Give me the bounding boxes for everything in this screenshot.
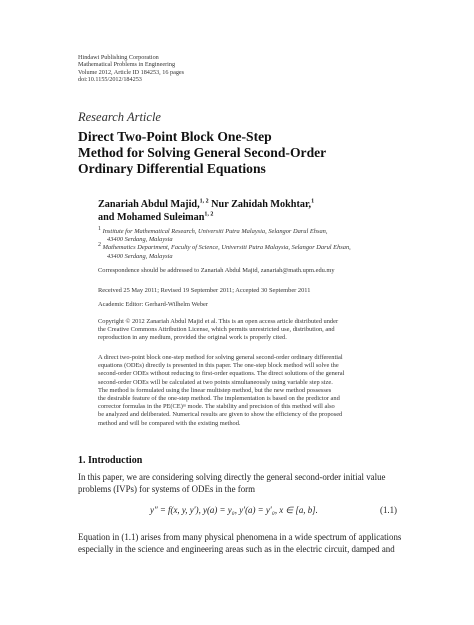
editor-text: Academic Editor: Gerhard-Wilhelm Weber bbox=[98, 301, 209, 308]
section-heading: 1. Introduction bbox=[78, 455, 143, 466]
equation-number: (1.1) bbox=[380, 505, 398, 515]
author-name: Zanariah Abdul Majid, bbox=[98, 199, 200, 210]
copyright-line: reproduction in any medium, provided the original work is properly cited. bbox=[98, 334, 287, 342]
abstract-line: be analyzed and deliberated. Numerical results are given to show the efficiency of the proposed bbox=[98, 411, 343, 419]
affil-number: 2 bbox=[98, 242, 101, 249]
author-line bbox=[98, 198, 314, 211]
affil-cont: 43400 Serdang, Malaysia bbox=[107, 236, 173, 244]
abstract-line: equations (ODEs) directly is presented in this paper. The one-step block method will solve the bbox=[98, 362, 339, 370]
publisher-info bbox=[78, 54, 184, 83]
author-list bbox=[98, 198, 314, 224]
author-name: and Mohamed Suleiman bbox=[98, 212, 205, 223]
abstract-line: second-order ODEs without reducing to first-order equations. The direct solutions of the general bbox=[98, 370, 345, 378]
abstract bbox=[98, 354, 410, 428]
author-line bbox=[98, 211, 314, 224]
intro-paragraph bbox=[78, 472, 400, 496]
equation: y″ = f(x, y, y′), y(a) = y₀, y′(a) = y′₀, x ∈ [a, b]. bbox=[150, 505, 318, 515]
copyright-line: Copyright © 2012 Zanariah Abdul Majid et al. This is an open access article distributed under bbox=[98, 318, 339, 325]
body-line: problems (IVPs) for systems of ODEs in the form bbox=[78, 483, 255, 494]
abstract-line: second-order ODEs will be calculated at two points simultaneously using variable step size. bbox=[98, 378, 333, 386]
author-affil-sup: 1, 2 bbox=[204, 211, 214, 218]
abstract-line: method and will be compared with the existing method. bbox=[98, 419, 241, 427]
affiliation bbox=[98, 244, 418, 252]
dates bbox=[98, 287, 418, 295]
paper-title bbox=[78, 129, 408, 178]
affil-text: Institute for Mathematical Research, Universiti Putra Malaysia, Selangor Darul Ehsan, bbox=[102, 228, 328, 235]
correspondence-text: Correspondence should be addressed to Zanariah Abdul Majid, zanariah@math.upm.edu.my bbox=[98, 267, 335, 274]
copyright bbox=[98, 318, 418, 343]
abstract-line: A direct two-point block one-step method for solving general second-order ordinary differential bbox=[98, 354, 343, 361]
abstract-line: the desirable feature of the one-step method. The implementation is based on the predictor and bbox=[98, 395, 340, 403]
body-line: In this paper, we are considering solving directly the general second-order initial value bbox=[78, 472, 386, 482]
abstract-line: The method is formulated using the linear multistep method, but the new method possesses bbox=[98, 386, 332, 394]
dates-text: Received 25 May 2011; Revised 19 September 2011; Accepted 30 September 2011 bbox=[98, 287, 311, 294]
journal-line: Mathematical Problems in Engineering bbox=[78, 61, 176, 69]
title-line: Direct Two-Point Block One-Step bbox=[78, 129, 272, 144]
body-paragraph bbox=[78, 532, 400, 556]
author-affil-sup: 1, 2 bbox=[199, 198, 209, 205]
affil-text: Mathematics Department, Faculty of Science, Universiti Putra Malaysia, Selangor Darul Ehsan, bbox=[102, 244, 351, 252]
body-line: Equation in (1.1) arises from many physical phenomena in a wide spectrum of applications bbox=[78, 532, 402, 542]
correspondence bbox=[98, 267, 418, 275]
doi-line: doi:10.1155/2012/184253 bbox=[78, 75, 142, 83]
volume-line: Volume 2012, Article ID 184253, 16 pages bbox=[78, 68, 185, 76]
author-affil-sup: 1 bbox=[311, 198, 315, 205]
title-line: Method for Solving General Second-Order bbox=[78, 145, 327, 161]
affil-cont: 43400 Serdang, Malaysia bbox=[107, 252, 173, 260]
copyright-line: the Creative Commons Attribution License, which permits unrestricted use, distribution, and bbox=[98, 326, 335, 334]
article-type: Research Article bbox=[78, 110, 161, 124]
body-line: especially in the science and engineering areas such as in the electric circuit, damped and bbox=[78, 543, 395, 554]
affiliations bbox=[98, 225, 418, 261]
affiliation bbox=[98, 225, 418, 236]
author-name: Nur Zahidah Mokhtar, bbox=[211, 199, 312, 210]
publisher-line: Hindawi Publishing Corporation bbox=[78, 54, 159, 61]
title-line: Ordinary Differential Equations bbox=[78, 161, 266, 177]
abstract-line: corrector formulas in the PE(CE)ᵐ mode. The stability and precision of this method will also bbox=[98, 403, 335, 411]
academic-editor bbox=[98, 301, 418, 309]
affil-number: 1 bbox=[98, 225, 101, 232]
